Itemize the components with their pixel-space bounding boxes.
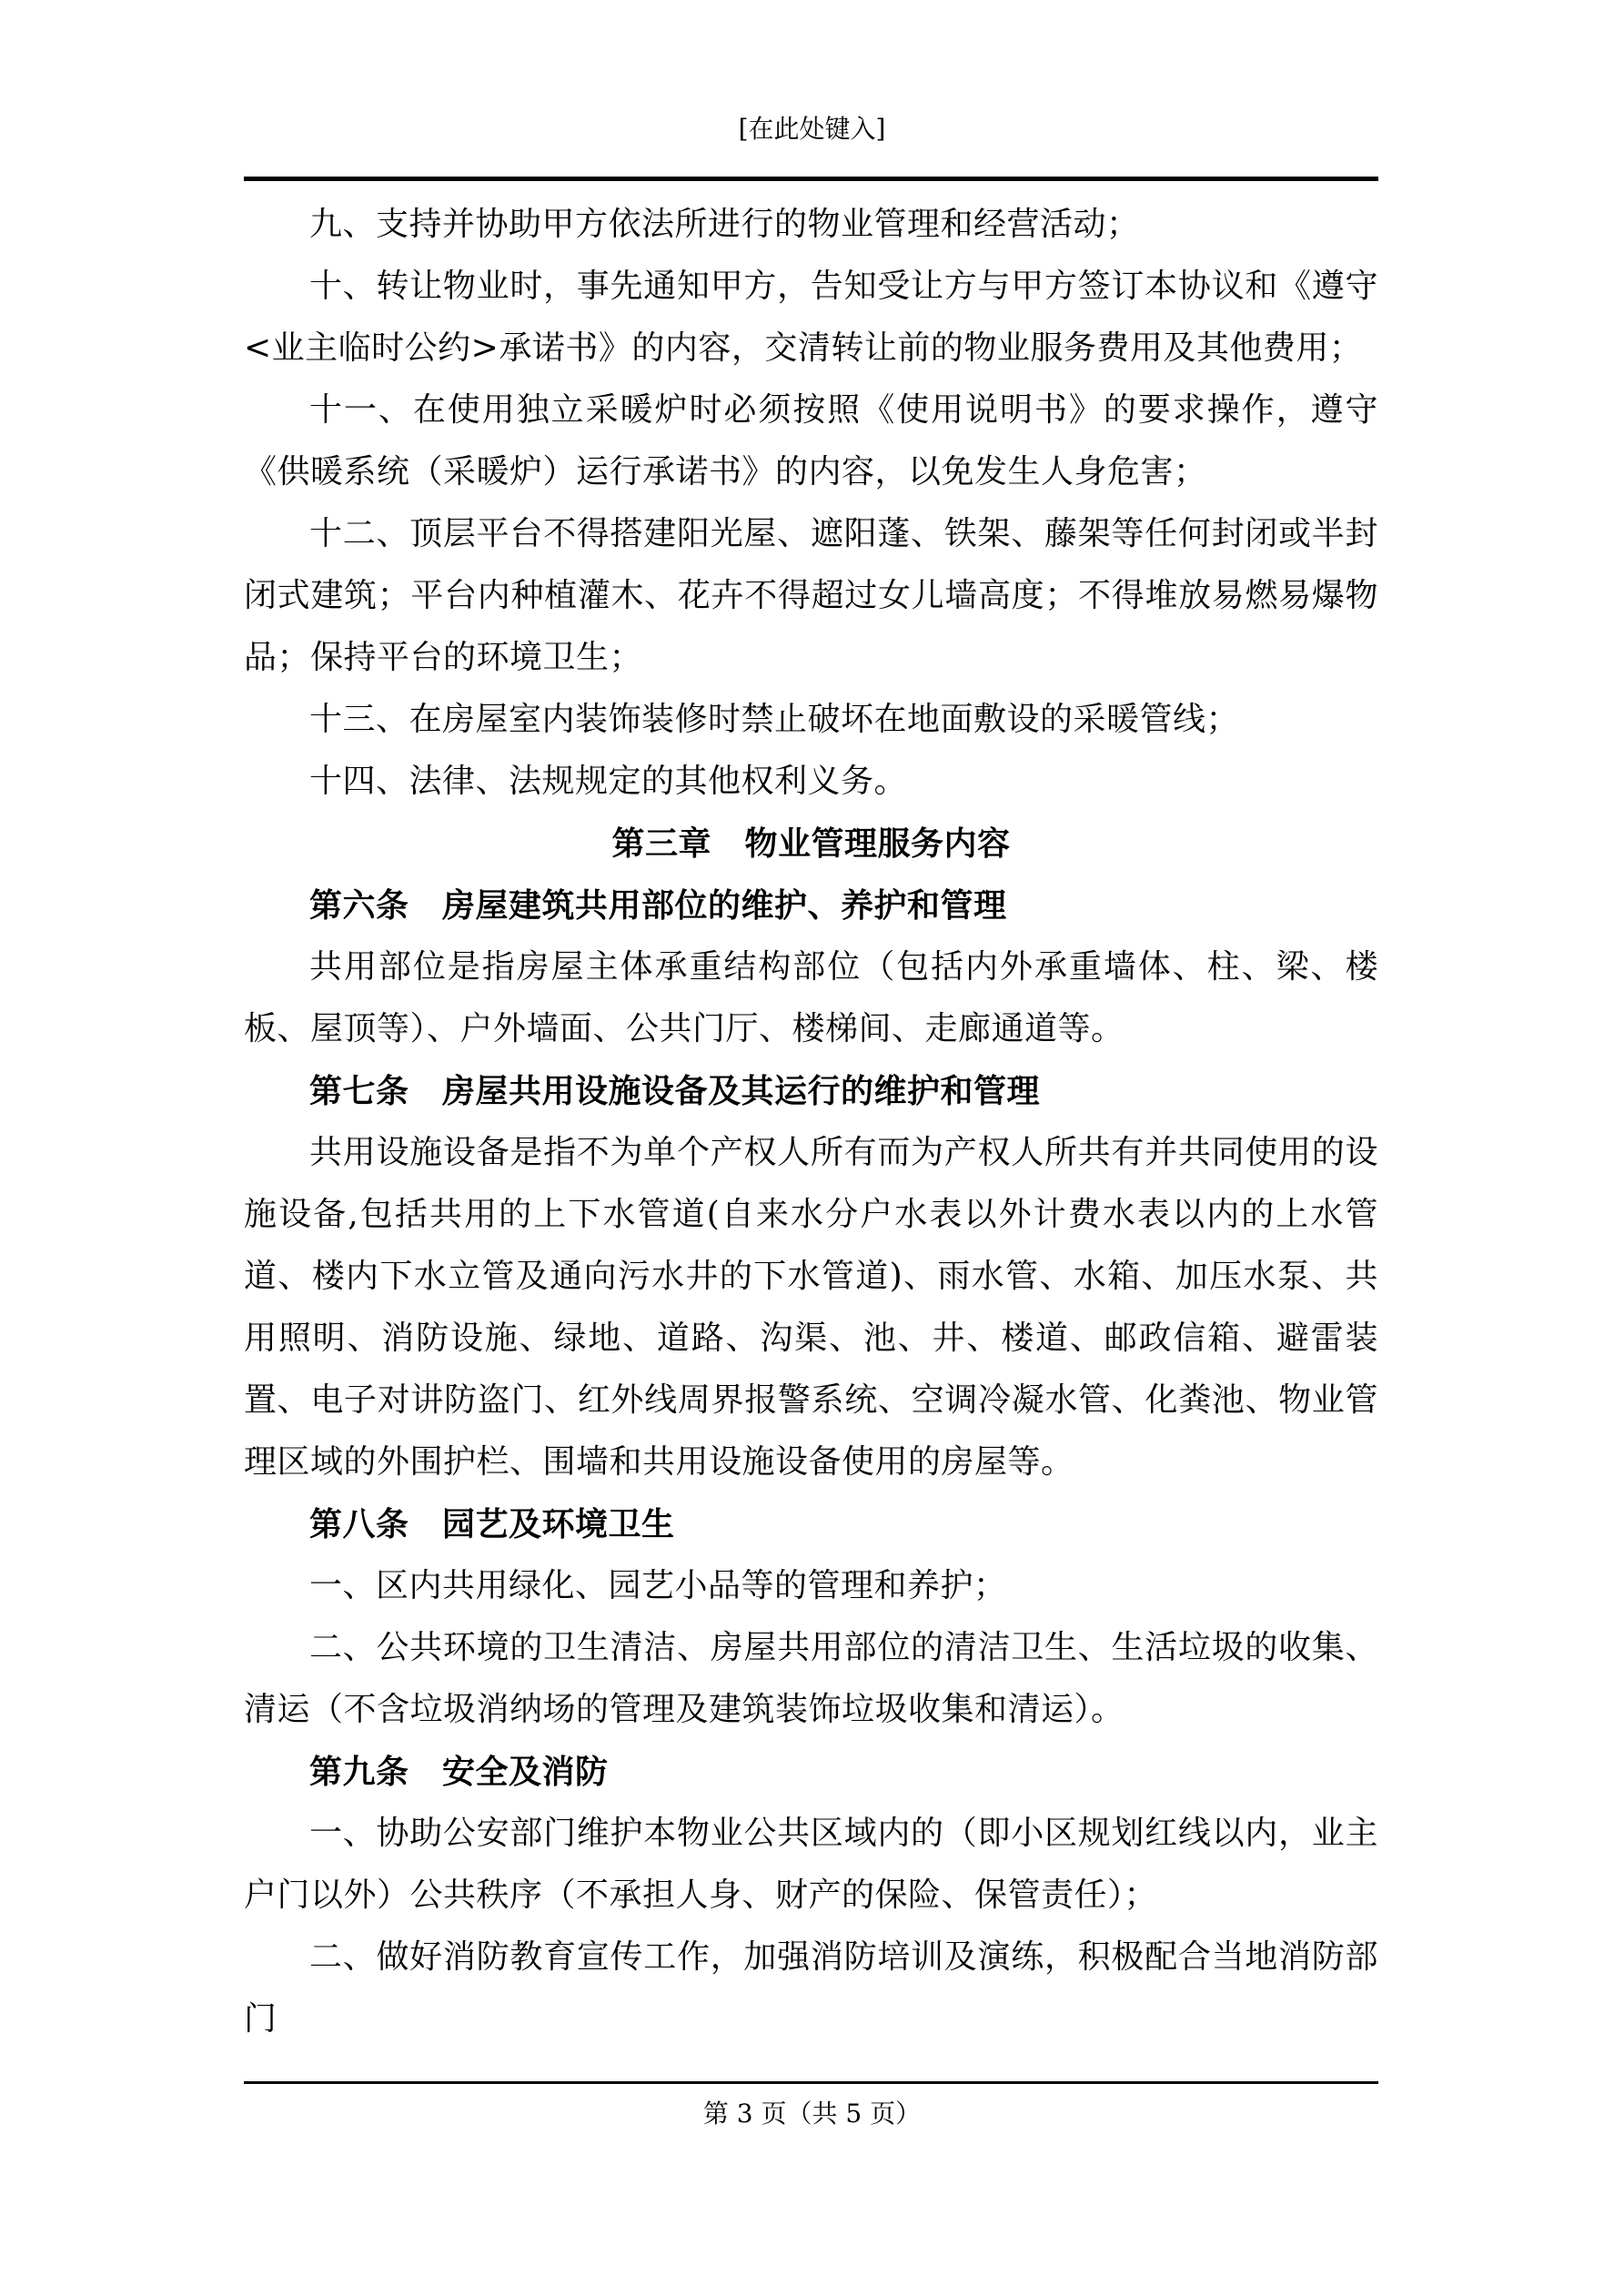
paragraph: 十二、顶层平台不得搭建阳光屋、遮阳蓬、铁架、藤架等任何封闭或半封闭式建筑；平台内种植灌木、花卉不得超过女儿墙高度；不得堆放易燃易爆物品；保持平台的环境卫生； xyxy=(244,515,1378,676)
header-rule xyxy=(244,177,1378,181)
document-body xyxy=(244,194,1378,2050)
paragraph: 二、公共环境的卫生清洁、房屋共用部位的清洁卫生、生活垃圾的收集、清运（不含垃圾消纳场的管理及建筑装饰垃圾收集和清运）。 xyxy=(244,1629,1378,1728)
paragraph: 共用部位是指房屋主体承重结构部位（包括内外承重墙体、柱、梁、楼板、屋顶等）、户外墙面、公共门厅、楼梯间、走廊通道等。 xyxy=(244,948,1378,1047)
article-heading: 第九条 安全及消防 xyxy=(309,1753,609,1791)
paragraph: 十四、法律、法规规定的其他权利义务。 xyxy=(309,763,908,800)
article-heading: 第六条 房屋建筑共用部位的维护、养护和管理 xyxy=(309,886,1007,925)
paragraph: 一、区内共用绿化、园艺小品等的管理和养护； xyxy=(309,1567,1007,1604)
footer-rule xyxy=(244,2081,1378,2084)
paragraph: 一、协助公安部门维护本物业公共区域内的（即小区规划红线以内，业主户门以外）公共秩序（不承担人身、财产的保险、保管责任）； xyxy=(244,1815,1378,1914)
page-number: 第 3 页（共 5 页） xyxy=(702,2099,922,2129)
article-heading: 第八条 园艺及环境卫生 xyxy=(309,1505,675,1543)
page-header-placeholder: [在此处键入] xyxy=(738,114,886,144)
article-heading: 第七条 房屋共用设施设备及其运行的维护和管理 xyxy=(309,1072,1041,1110)
chapter-heading: 第三章 物业管理服务内容 xyxy=(611,824,1011,863)
paragraph: 十三、在房屋室内装饰装修时禁止破坏在地面敷设的采暖管线； xyxy=(309,701,1240,738)
paragraph: 共用设施设备是指不为单个产权人所有而为产权人所共有并共同使用的设施设备,包括共用的上下水管道(自来水分户水表以外计费水表以内的上水管道、楼内下水立管及通向污水井的下水管道)、雨水管、水箱、加压水泵、共用照明、消防设施、绿地、道路、沟渠、池、井、楼道、邮政信箱、避雷装置、电子对讲防盗门、红外线周界报警系统、空调冷凝水管、化粪池、物业管理区域的外围护栏、围墙和共用设施设备使用的房屋等。 xyxy=(244,1134,1378,1481)
paragraph: 二、做好消防教育宣传工作，加强消防培训及演练，积极配合当地消防部门 xyxy=(244,1938,1378,2038)
paragraph: 九、支持并协助甲方依法所进行的物业管理和经营活动； xyxy=(309,206,1140,243)
paragraph: 十、转让物业时，事先通知甲方，告知受让方与甲方签订本协议和《遵守<业主临时公约>承诺书》的内容，交清转让前的物业服务费用及其他费用； xyxy=(244,268,1378,367)
paragraph: 十一、在使用独立采暖炉时必须按照《使用说明书》的要求操作，遵守《供暖系统（采暖炉）运行承诺书》的内容，以免发生人身危害； xyxy=(244,391,1378,491)
